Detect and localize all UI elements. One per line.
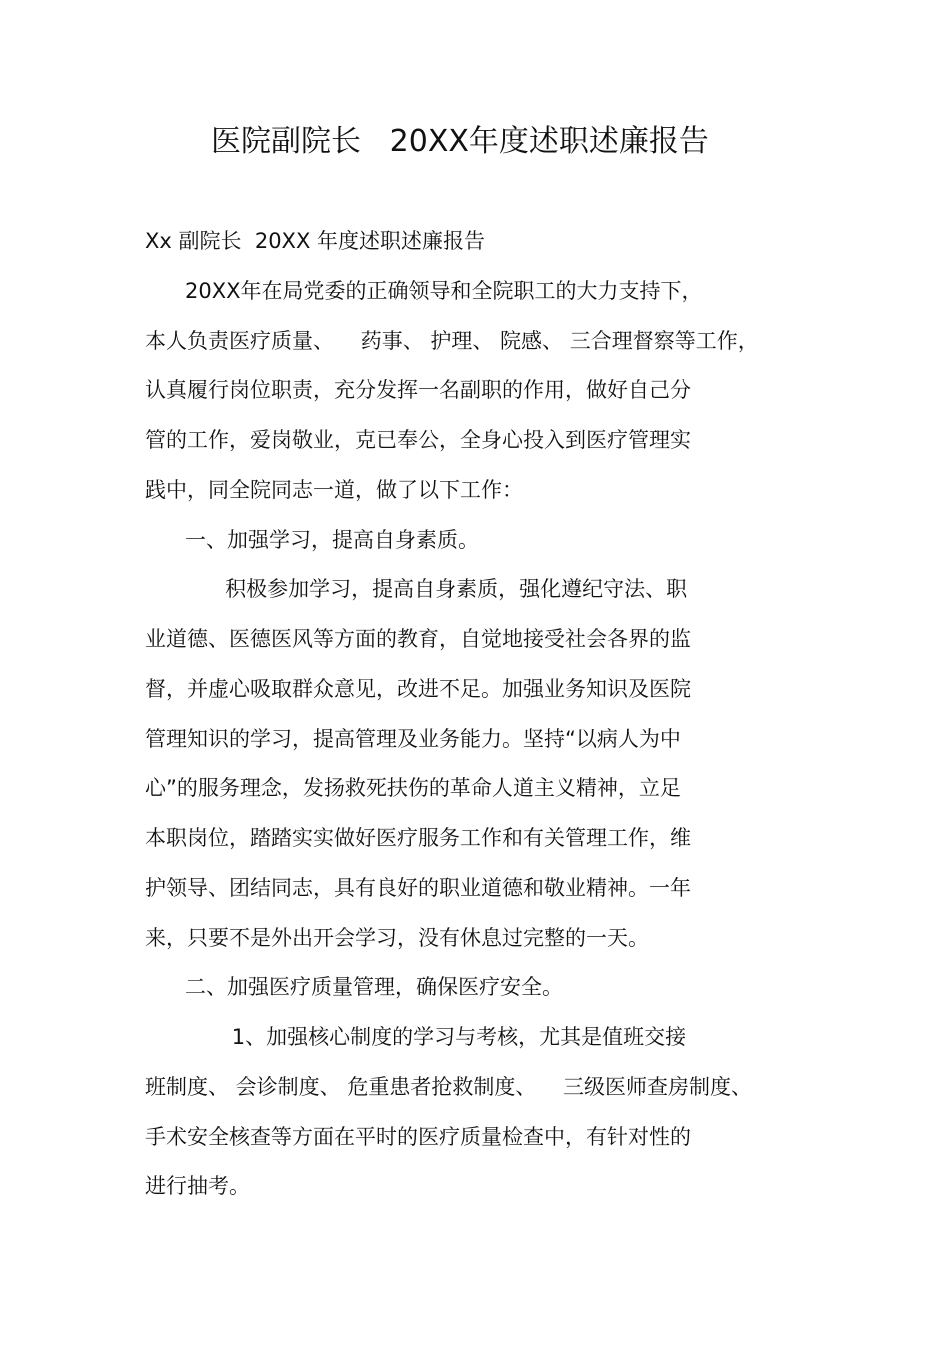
paragraph-line: 来，只要不是外出开会学习，没有休息过完整的一天。 (145, 926, 649, 950)
paragraph-line: 心”的服务理念，发扬救死扶伤的革命人道主义精神，立足 (145, 776, 681, 800)
paragraph-line: 管理知识的学习，提高管理及业务能力。坚持“以病人为中 (145, 727, 681, 751)
paragraph-line: 积极参加学习，提高自身素质，强化遵纪守法、职 (145, 577, 688, 601)
paragraph-line: 践中，同全院同志一道，做了以下工作： (145, 478, 523, 502)
paragraph-line: 护领导、团结同志，具有良好的职业道德和敬业精神。一年 (145, 876, 691, 900)
paragraph-line: 本职岗位，踏踏实实做好医疗服务工作和有关管理工作，维 (145, 826, 691, 850)
paragraph-line: 管的工作，爱岗敬业，克已奉公，全身心投入到医疗管理实 (145, 428, 691, 452)
section-heading: 二、加强医疗质量管理，确保医疗安全。 (145, 975, 564, 999)
paragraph-line: 班制度、 会诊制度、 危重患者抢救制度、 三级医师查房制度、 (145, 1075, 753, 1099)
section-heading: 一、加强学习，提高自身素质。 (145, 528, 480, 552)
paragraph-line: 认真履行岗位职责，充分发挥一名副职的作用，做好自己分 (145, 378, 691, 402)
paragraph-line: 业道德、医德医风等方面的教育，自觉地接受社会各界的监 (145, 627, 691, 651)
paragraph-line: 进行抽考。 (145, 1174, 250, 1198)
document-subtitle: Xx 副院长 20XX 年度述职述廉报告 (145, 229, 486, 253)
document-title: 医院副院长 20XX年度述职述廉报告 (211, 124, 709, 159)
paragraph-line: 手术安全核查等方面在平时的医疗质量检查中，有针对性的 (145, 1125, 691, 1149)
paragraph-line: 20XX年在局党委的正确领导和全院职工的大力支持下， (145, 279, 703, 303)
paragraph-line: 本人负责医疗质量、 药事、 护理、 院感、 三合理督察等工作， (145, 329, 759, 353)
paragraph-line: 督，并虚心吸取群众意见，改进不足。加强业务知识及医院 (145, 677, 691, 701)
paragraph-line: 1、加强核心制度的学习与考核，尤其是值班交接 (145, 1025, 687, 1049)
